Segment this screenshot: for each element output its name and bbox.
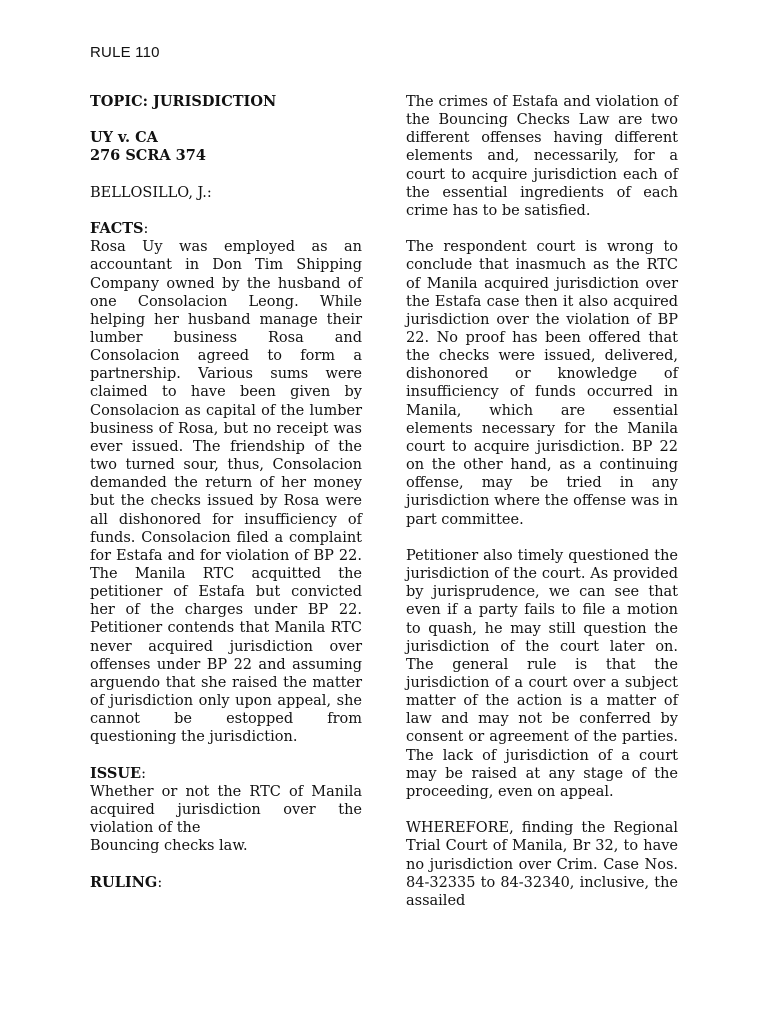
ruling-heading: RULING <box>90 873 158 891</box>
case-name: UY v. CA <box>90 129 158 147</box>
facts-heading-line <box>90 220 362 238</box>
issue-colon: : <box>141 765 146 782</box>
rule-label: RULE 110 <box>90 44 160 61</box>
topic-heading: TOPIC: JURISDICTION <box>90 93 277 110</box>
issue-text: Whether or not the RTC of Manila acquired jurisdiction over the violation of the <box>90 783 362 837</box>
facts-heading: FACTS <box>90 220 144 238</box>
ponente: BELLOSILLO, J.: <box>90 184 212 201</box>
ruling-paragraph-2: The respondent court is wrong to conclude that inasmuch as the RTC of Manila acquired jurisdiction over the Estafa case then it also acquired jurisdiction over the violation of BP 22. No proof has been offered that the checks were issued, delivered, dishonored or knowledge of insufficiency of funds occurred in Manila, which are essential elements necessary for the Manila court to acquire jurisdiction. BP 22 on the other hand, as a continuing offense, may be tried in any jurisdiction where the offense was in part committee. <box>406 239 678 528</box>
issue-heading-line <box>90 765 362 783</box>
left-column <box>90 93 362 892</box>
ruling-heading-line <box>90 874 362 892</box>
ruling-paragraph-1: The crimes of Estafa and violation of the Bouncing Checks Law are two different offenses having different elements and, necessarily, for a court to acquire jurisdiction each of the essential ingredients of each crime has to be satisfied. <box>406 94 678 219</box>
facts-colon: : <box>143 221 149 238</box>
issue-heading: ISSUE <box>90 764 142 782</box>
issue-text-continued: Bouncing checks law. <box>90 838 248 855</box>
right-column <box>406 93 678 910</box>
ruling-paragraph-4: WHEREFORE, finding the Regional Trial Court of Manila, Br 32, to have no jurisdiction over Crim. Case Nos. 84-32335 to 84-32340, inclusive, the assailed <box>406 820 678 909</box>
ruling-colon: : <box>157 874 163 891</box>
case-citation: 276 SCRA 374 <box>90 147 206 165</box>
ruling-paragraph-3: Petitioner also timely questioned the jurisdiction of the court. As provided by jurisprudence, we can see that even if a party fails to file a motion to quash, he may still question the jurisdiction of the court later on. The general rule is that the jurisdiction of a court over a subject matter of the action is a matter of law and may not be conferred by consent or agreement of the parties. The lack of jurisdiction of a court may be raised at any stage of the proceeding, even on appeal. <box>406 547 678 800</box>
facts-text: Rosa Uy was employed as an accountant in Don Tim Shipping Company owned by the husband of one Consolacion Leong. While helping her husband manage their lumber business Rosa and Consolacion agreed to form a partnership. Various sums were claimed to have been given by Consolacion as capital of the lumber business of Rosa, but no receipt was ever issued. The friendship of the two turned sour, thus, Consolacion demanded the return of her money but the checks issued by Rosa were all dishonored for insufficiency of funds. Consolacion filed a complaint for Estafa and for violation of BP 22. The Manila RTC acquitted the petitioner of Estafa but convicted her of the charges under BP 22. Petitioner contends that Manila RTC never acquired jurisdiction over offenses under BP 22 and assuming arguendo that she raised the matter of jurisdiction only upon appeal, she cannot be estopped from questioning the jurisdiction. <box>90 239 362 746</box>
